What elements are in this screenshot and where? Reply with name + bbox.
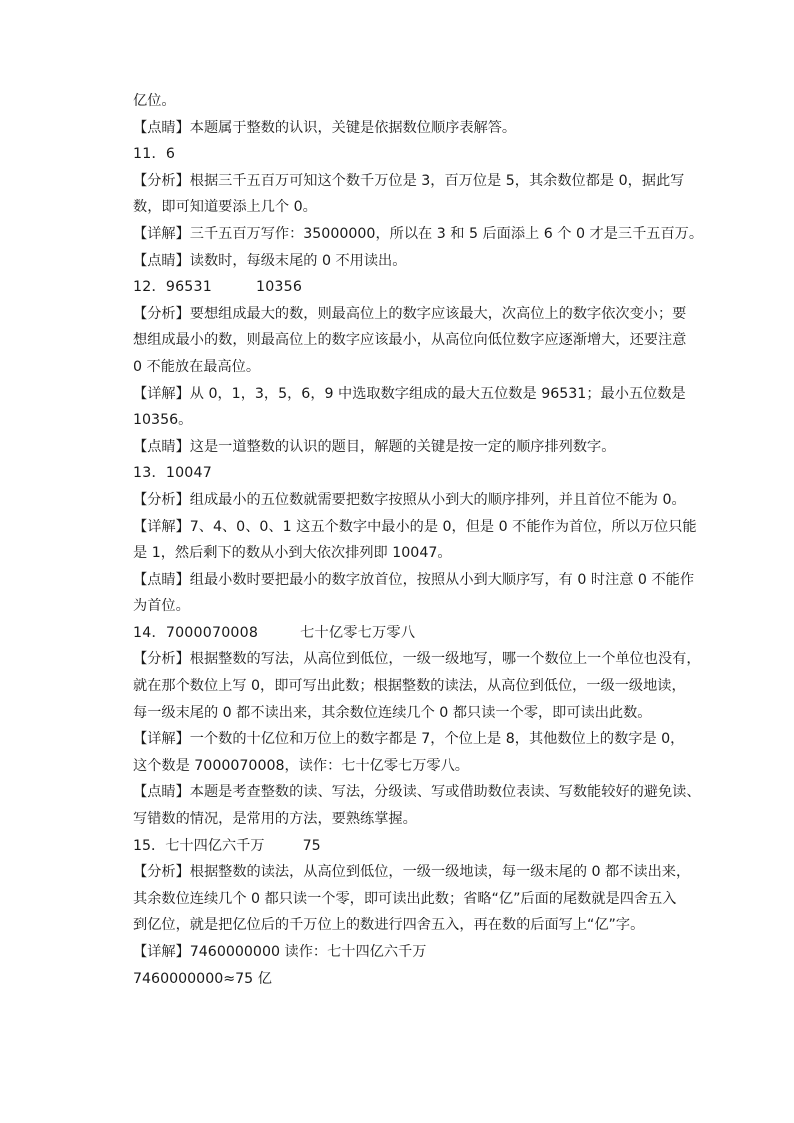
text-line: 0 不能放在最高位。 (133, 358, 261, 375)
text-line: 【详解】一个数的十亿位和万位上的数字都是 7，个位上是 8，其他数位上的数字是 0， (133, 731, 685, 748)
text-line: 数，即可知道要添上几个 0。 (133, 199, 317, 216)
text-line: 【分析】要想组成最大的数，则最高位上的数字应该最大，次高位上的数字依次变小；要 (133, 305, 687, 322)
answer-15-blank-1: 15．七十四亿六千万 (133, 837, 265, 854)
text-line: 【分析】根据整数的写法，从高位到低位，一级一级地写，哪一个数位上一个单位也没有， (133, 651, 701, 668)
answer-11: 11．6 (133, 146, 176, 163)
answer-15 (133, 833, 693, 860)
text-line: 【分析】根据三千五百万可知这个数千万位是 3，百万位是 5，其余数位都是 0，据此写 (133, 172, 685, 189)
text-line: 【详解】三千五百万写作：35000000，所以在 3 和 5 后面添上 6 个 0 才是三千五百万。 (133, 225, 704, 242)
text-line: 亿位。 (133, 93, 176, 109)
text-line: 想组成最小的数，则最高位上的数字应该最小，从高位向低位数字应逐渐增大，还要注意 (133, 332, 687, 349)
answer-12-blank-1: 12．96531 (133, 279, 212, 296)
text-line: 其余数位连续几个 0 都只读一个零，即可读出此数；省略“亿”后面的尾数就是四舍五入 (133, 890, 677, 907)
text-line: 【分析】根据整数的读法，从高位到低位，一级一级地读，每一级末尾的 0 都不读出来， (133, 864, 691, 881)
text-line: 【详解】从 0，1，3，5，6，9 中选取数字组成的最大五位数是 96531；最小五位数是 (133, 385, 686, 402)
answer-12-blank-2: 10356 (255, 279, 303, 296)
text-line: 到亿位，就是把亿位后的千万位上的数进行四舍五入，再在数的后面写上“亿”字。 (133, 917, 645, 934)
text-line: 【详解】7460000000 读作：七十四亿六千万 (133, 944, 427, 960)
text-line: 【点睛】组最小数时要把最小的数字放首位，按照从小到大顺序写，有 0 时注意 0 不能作 (133, 571, 695, 588)
answer-13: 13．10047 (133, 465, 212, 482)
text-line: 【点睛】读数时，每级末尾的 0 不用读出。 (133, 252, 407, 269)
text-line: 【点睛】这是一道整数的认识的题目，解题的关键是按一定的顺序排列数字。 (133, 438, 616, 455)
text-line: 7460000000≈75 亿 (133, 970, 272, 987)
answer-15-blank-2: 75 (302, 837, 321, 854)
text-line: 【详解】7、4、0、0、1 这五个数字中最小的是 0，但是 0 不能作为首位，所以万位只能 (133, 518, 697, 535)
answer-12 (133, 274, 693, 301)
text-line: 写错数的情况，是常用的方法，要熟练掌握。 (133, 811, 417, 828)
text-line: 是 1，然后剩下的数从小到大依次排列即 10047。 (133, 545, 452, 562)
text-line: 每一级末尾的 0 都不读出来，其余数位连续几个 0 都只读一个零，即可读出此数。 (133, 704, 652, 721)
text-line: 【点睛】本题是考查整数的读、写法，分级读、写或借助数位表读、写数能较好的避免读、 (133, 784, 701, 801)
text-line: 10356。 (133, 412, 193, 429)
text-line: 【分析】组成最小的五位数就需要把数字按照从小到大的顺序排列，并且首位不能为 0。 (133, 491, 686, 508)
text-line: 【点睛】本题属于整数的认识，关键是依据数位顺序表解答。 (133, 119, 517, 136)
text-line: 就在那个数位上写 0，即可写出此数；根据整数的读法，从高位到低位，一级一级地读， (133, 678, 686, 695)
answer-14-blank-2: 七十亿零七万零八 (300, 624, 416, 641)
answer-14 (133, 620, 693, 647)
text-line: 为首位。 (133, 598, 190, 615)
answer-explanations (133, 88, 704, 992)
answer-14-blank-1: 14．7000070008 (133, 624, 259, 641)
text-line: 这个数是 7000070008，读作：七十亿零七万零八。 (133, 757, 469, 774)
